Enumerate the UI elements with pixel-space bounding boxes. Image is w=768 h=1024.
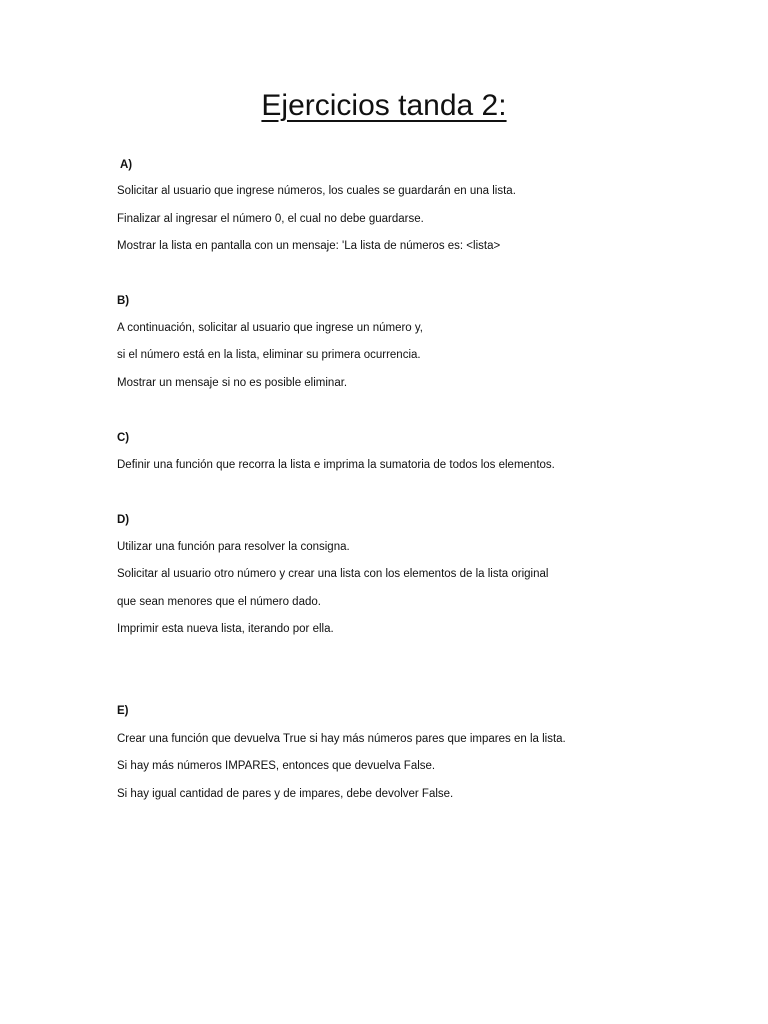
section-c-line-1: Definir una función que recorra la lista e imprima la sumatoria de todos los elementos.: [117, 459, 555, 471]
section-d-line-4: Imprimir esta nueva lista, iterando por ella.: [117, 623, 334, 635]
section-b-line-2: si el número está en la lista, eliminar su primera ocurrencia.: [117, 349, 421, 361]
section-d-line-1: Utilizar una función para resolver la consigna.: [117, 541, 350, 553]
section-b-line-1: A continuación, solicitar al usuario que ingrese un número y,: [117, 322, 423, 334]
section-b-label: B): [117, 295, 130, 307]
section-c-label: C): [117, 432, 130, 444]
page-title: [0, 86, 768, 126]
section-d-label: D): [117, 514, 130, 526]
section-a-line-1: Solicitar al usuario que ingrese números, los cuales se guardarán en una lista.: [117, 185, 516, 197]
page-title-text: Ejercicios tanda 2:: [261, 89, 507, 122]
section-a-line-3: Mostrar la lista en pantalla con un mensaje: 'La lista de números es: <lista>: [117, 240, 501, 252]
section-d-line-2: Solicitar al usuario otro número y crear una lista con los elementos de la lista original: [117, 568, 549, 580]
section-e-line-2: Si hay más números IMPARES, entonces que devuelva False.: [117, 760, 436, 772]
section-e-line-1: Crear una función que devuelva True si hay más números pares que impares en la lista.: [117, 733, 566, 745]
section-b-line-3: Mostrar un mensaje si no es posible eliminar.: [117, 377, 348, 389]
section-d-line-3: que sean menores que el número dado.: [117, 596, 321, 608]
section-a-line-2: Finalizar al ingresar el número 0, el cual no debe guardarse.: [117, 213, 424, 225]
section-a-label: A): [120, 159, 133, 171]
section-e-label: E): [117, 705, 129, 717]
section-e-line-3: Si hay igual cantidad de pares y de impares, debe devolver False.: [117, 788, 454, 800]
